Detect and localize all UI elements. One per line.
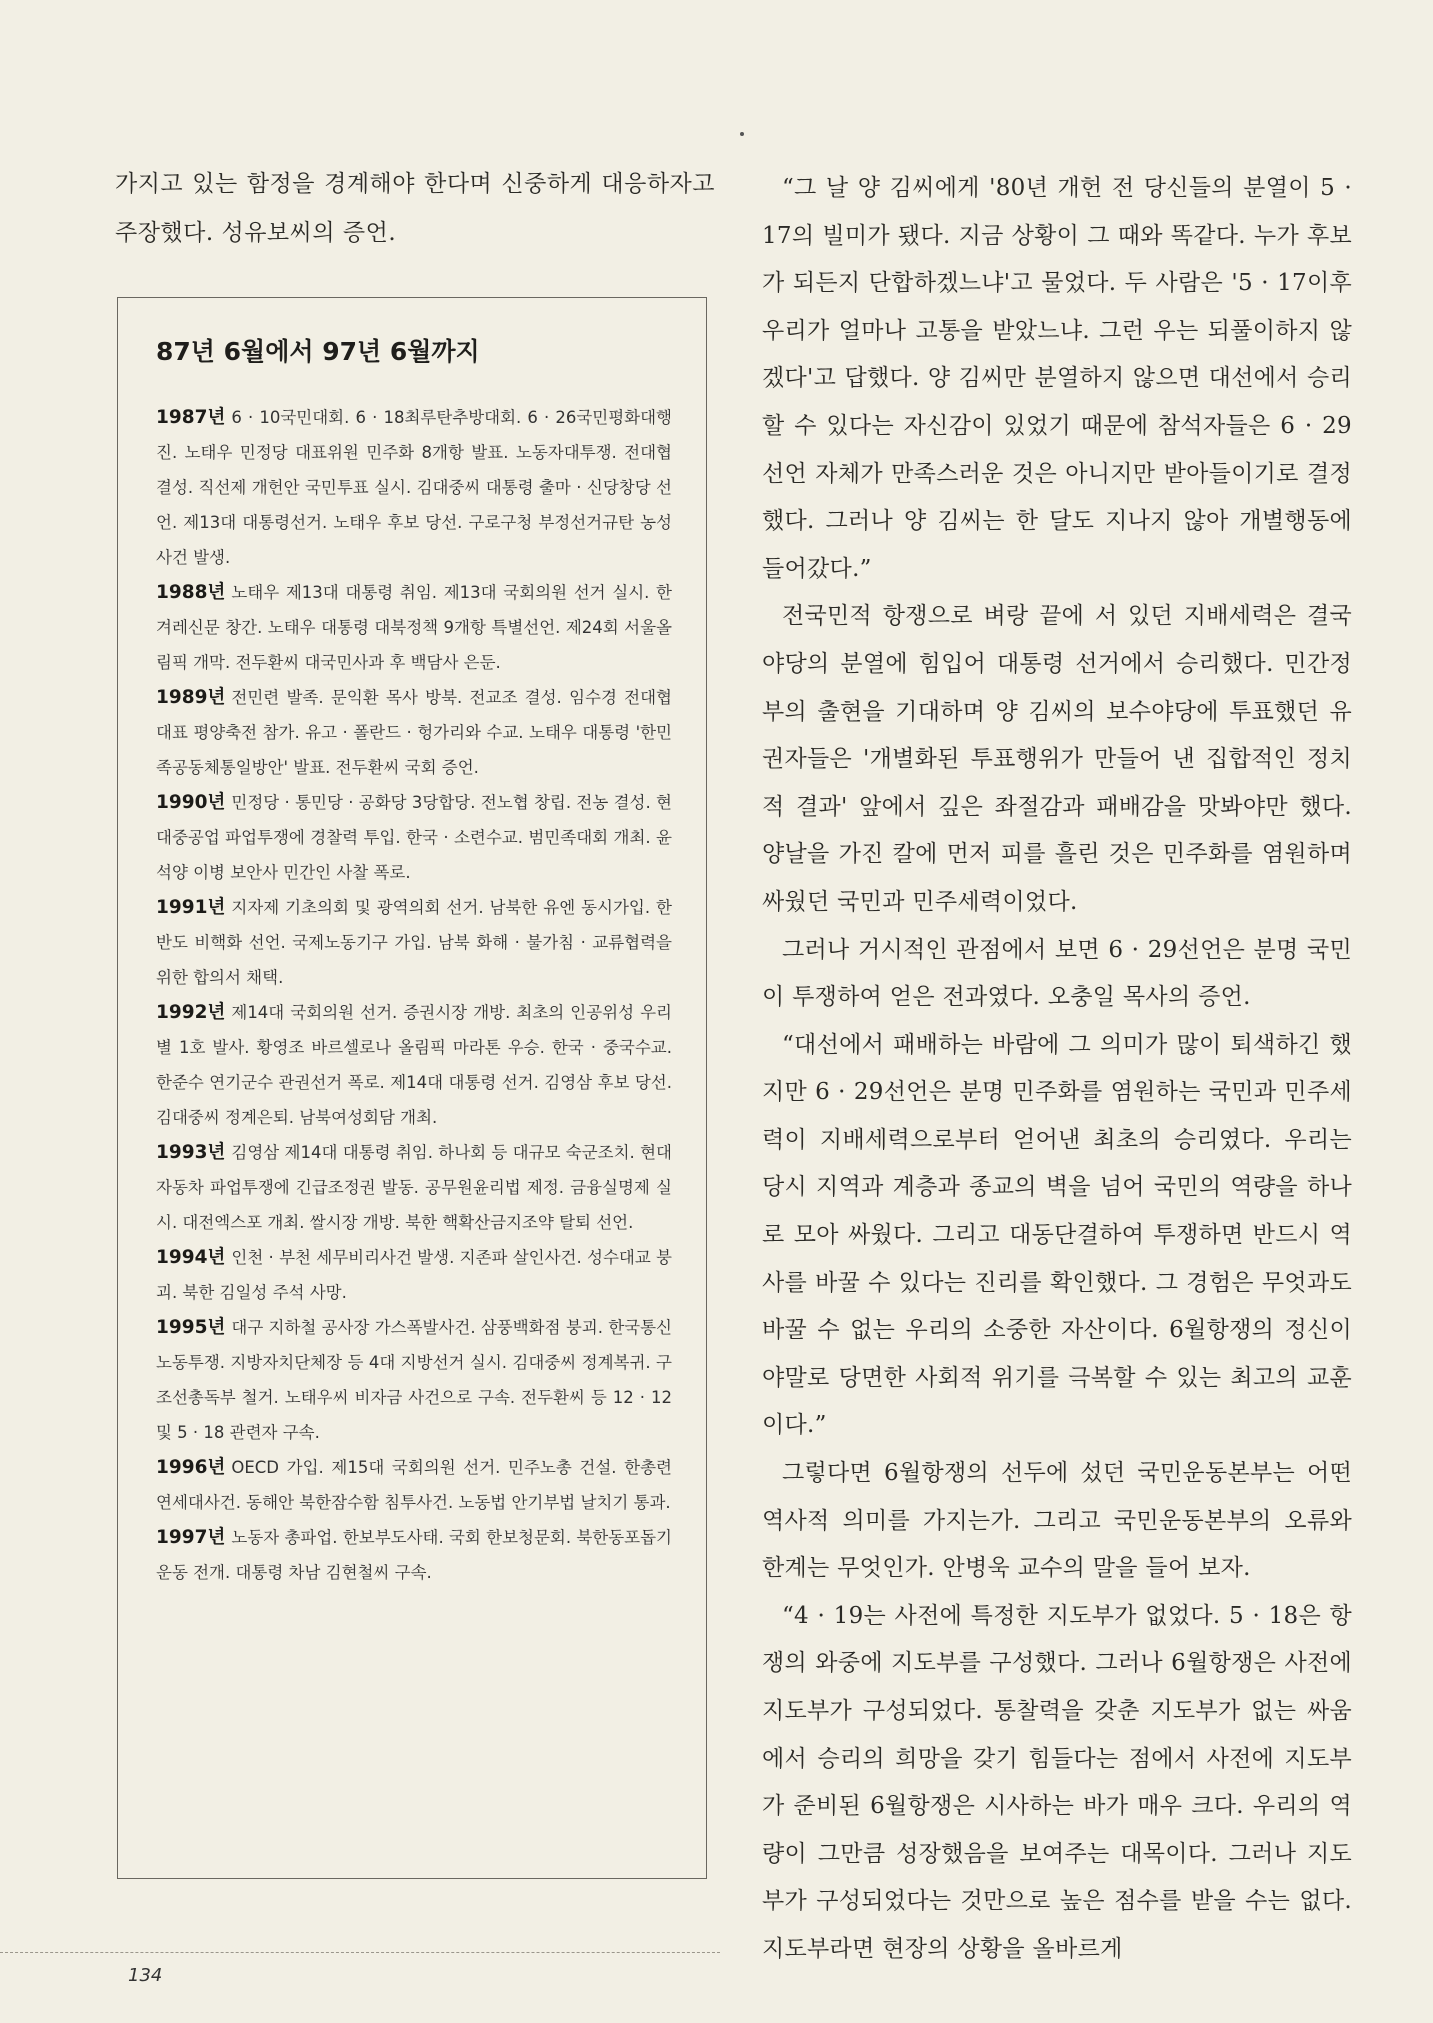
- timeline-entry: [156, 1520, 672, 1590]
- timeline-year: 1989년: [156, 687, 226, 708]
- article-paragraph: “대선에서 패배하는 바람에 그 의미가 많이 퇴색하긴 했지만 6 · 29선언은 분명 민주화를 염원하는 국민과 민주세력이 지배세력으로부터 얻어낸 최초의 승리였다. 우리는 당시 지역과 계층과 종교의 벽을 넘어 국민의 역량을 하나로 모아 싸웠다. 그리고 대동단결하여 투쟁하면 반드시 역사를 바꿀 수 있다는 진리를 확인했다. 그 경험은 무엇과도 바꿀 수 없는 우리의 소중한 자산이다. 6월항쟁의 정신이야말로 당면한 사회적 위기를 극복할 수 있는 최고의 교훈이다.”: [762, 1031, 1352, 1439]
- article-paragraph: 그러나 거시적인 관점에서 보면 6 · 29선언은 분명 국민이 투쟁하여 얻은 전과였다. 오충일 목사의 증언.: [762, 936, 1352, 1011]
- intro-paragraph: 가지고 있는 함정을 경계해야 한다며 신중하게 대응하자고 주장했다. 성유보씨의 증언.: [115, 171, 715, 246]
- timeline-text: 노태우 제13대 대통령 취임. 제13대 국회의원 선거 실시. 한겨레신문 창간. 노태우 대통령 대북정책 9개항 특별선언. 제24회 서울올림픽 개막. 전두환씨 대국민사과 후 백담사 은둔.: [156, 583, 672, 672]
- left-column: [115, 160, 715, 258]
- timeline-year: 1990년: [156, 792, 226, 813]
- timeline-year: 1988년: [156, 582, 226, 603]
- timeline-entry: [156, 575, 672, 680]
- intro-paragraph-block: [115, 160, 715, 258]
- timeline-text: 김영삼 제14대 대통령 취임. 하나회 등 대규모 숙군조치. 현대자동차 파업투쟁에 긴급조정권 발동. 공무원윤리법 제정. 금융실명제 실시. 대전엑스포 개최. 쌀시장 개방. 북한 핵확산금지조약 탈퇴 선언.: [156, 1143, 672, 1232]
- right-column-article: [762, 165, 1352, 1974]
- timeline-entry: [156, 400, 672, 575]
- timeline-sidebar-box: [117, 297, 707, 1879]
- timeline-text: OECD 가입. 제15대 국회의원 선거. 민주노총 건설. 한총련 연세대사건. 동해안 북한잠수함 침투사건. 노동법 안기부법 날치기 통과.: [156, 1458, 672, 1512]
- article-paragraph: “4 · 19는 사전에 특정한 지도부가 없었다. 5 · 18은 항쟁의 와중에 지도부를 구성했다. 그러나 6월항쟁은 사전에 지도부가 구성되었다. 통찰력을 갖춘 지도부가 없는 싸움에서 승리의 희망을 갖기 힘들다는 점에서 사전에 지도부가 준비된 6월항쟁은 시사하는 바가 매우 크다. 우리의 역량이 그만큼 성장했음을 보여주는 대목이다. 그러나 지도부가 구성되었다는 것만으로 높은 점수를 받을 수는 없다. 지도부라면 현장의 상황을 올바르게: [762, 1602, 1352, 1962]
- timeline-entry: [156, 1310, 672, 1450]
- page-number: 134: [128, 1965, 163, 1986]
- timeline-entry: [156, 680, 672, 785]
- column-marker-dot: [740, 132, 744, 136]
- timeline-year: 1991년: [156, 897, 226, 918]
- timeline-text: 대구 지하철 공사장 가스폭발사건. 삼풍백화점 붕괴. 한국통신 노동투쟁. 지방자치단체장 등 4대 지방선거 실시. 김대중씨 정계복귀. 구 조선총독부 철거. 노태우씨 비자금 사건으로 구속. 전두환씨 등 12 · 12 및 5 · 18 관련자 구속.: [156, 1318, 672, 1442]
- timeline-entry: [156, 1135, 672, 1240]
- timeline-text: 전민련 발족. 문익환 목사 방북. 전교조 결성. 임수경 전대협 대표 평양축전 참가. 유고 · 폴란드 · 헝가리와 수교. 노태우 대통령 '한민족공동체통일방안' 발표. 전두환씨 국회 증언.: [156, 688, 672, 777]
- timeline-entry: [156, 1240, 672, 1310]
- timeline-entry: [156, 785, 672, 890]
- article-paragraph: 전국민적 항쟁으로 벼랑 끝에 서 있던 지배세력은 결국 야당의 분열에 힘입어 대통령 선거에서 승리했다. 민간정부의 출현을 기대하며 양 김씨의 보수야당에 투표했던 유권자들은 '개별화된 투표행위가 만들어 낸 집합적인 정치적 결과' 앞에서 깊은 좌절감과 패배감을 맛봐야만 했다. 양날을 가진 칼에 먼저 피를 흘린 것은 민주화를 염원하며 싸웠던 국민과 민주세력이었다.: [762, 603, 1352, 915]
- timeline-text: 민정당 · 통민당 · 공화당 3당합당. 전노협 창립. 전농 결성. 현대중공업 파업투쟁에 경찰력 투입. 한국 · 소련수교. 범민족대회 개최. 윤석양 이병 보안사 민간인 사찰 폭로.: [156, 793, 672, 882]
- article-paragraph: 그렇다면 6월항쟁의 선두에 섰던 국민운동본부는 어떤 역사적 의미를 가지는가. 그리고 국민운동본부의 오류와 한계는 무엇인가. 안병욱 교수의 말을 들어 보자.: [762, 1460, 1352, 1582]
- timeline-year: 1993년: [156, 1142, 226, 1163]
- timeline-year: 1994년: [156, 1247, 226, 1268]
- timeline-text: 6 · 10국민대회. 6 · 18최루탄추방대회. 6 · 26국민평화대행진. 노태우 민정당 대표위원 민주화 8개항 발표. 노동자대투쟁. 전대협 결성. 직선제 개헌안 국민투표 실시. 김대중씨 대통령 출마 · 신당창당 선언. 제13대 대통령선거. 노태우 후보 당선. 구로구청 부정선거규탄 농성사건 발생.: [156, 408, 672, 567]
- timeline-year: 1997년: [156, 1527, 226, 1548]
- timeline-entry: [156, 890, 672, 995]
- timeline-entry: [156, 995, 672, 1135]
- timeline-text: 지자제 기초의회 및 광역의회 선거. 남북한 유엔 동시가입. 한반도 비핵화 선언. 국제노동기구 가입. 남북 화해 · 불가침 · 교류협력을 위한 합의서 채택.: [156, 898, 672, 987]
- timeline-title: 87년 6월에서 97년 6월까지: [156, 337, 480, 366]
- timeline-year: 1987년: [156, 407, 226, 428]
- article-paragraph: “그 날 양 김씨에게 '80년 개헌 전 당신들의 분열이 5 · 17의 빌미가 됐다. 지금 상황이 그 때와 똑같다. 누가 후보가 되든지 단합하겠느냐'고 물었다. 두 사람은 '5 · 17이후 우리가 얼마나 고통을 받았느냐. 그런 우는 되풀이하지 않겠다'고 답했다. 양 김씨만 분열하지 않으면 대선에서 승리할 수 있다는 자신감이 있었기 때문에 참석자들은 6 · 29선언 자체가 만족스러운 것은 아니지만 받아들이기로 결정했다. 그러나 양 김씨는 한 달도 지나지 않아 개별행동에 들어갔다.”: [762, 175, 1352, 582]
- timeline-year: 1996년: [156, 1457, 226, 1478]
- timeline-text: 인천 · 부천 세무비리사건 발생. 지존파 살인사건. 성수대교 붕괴. 북한 김일성 주석 사망.: [156, 1248, 672, 1302]
- timeline-year: 1995년: [156, 1317, 226, 1338]
- footer-divider: [0, 1952, 720, 1953]
- timeline-text: 노동자 총파업. 한보부도사태. 국회 한보청문회. 북한동포돕기운동 전개. 대통령 차남 김현철씨 구속.: [156, 1528, 672, 1582]
- timeline-year: 1992년: [156, 1002, 226, 1023]
- timeline-entry: [156, 1450, 672, 1520]
- timeline-text: 제14대 국회의원 선거. 증권시장 개방. 최초의 인공위성 우리별 1호 발사. 황영조 바르셀로나 올림픽 마라톤 우승. 한국 · 중국수교. 한준수 연기군수 관권선거 폭로. 제14대 대통령 선거. 김영삼 후보 당선. 김대중씨 정계은퇴. 남북여성회담 개최.: [156, 1003, 672, 1127]
